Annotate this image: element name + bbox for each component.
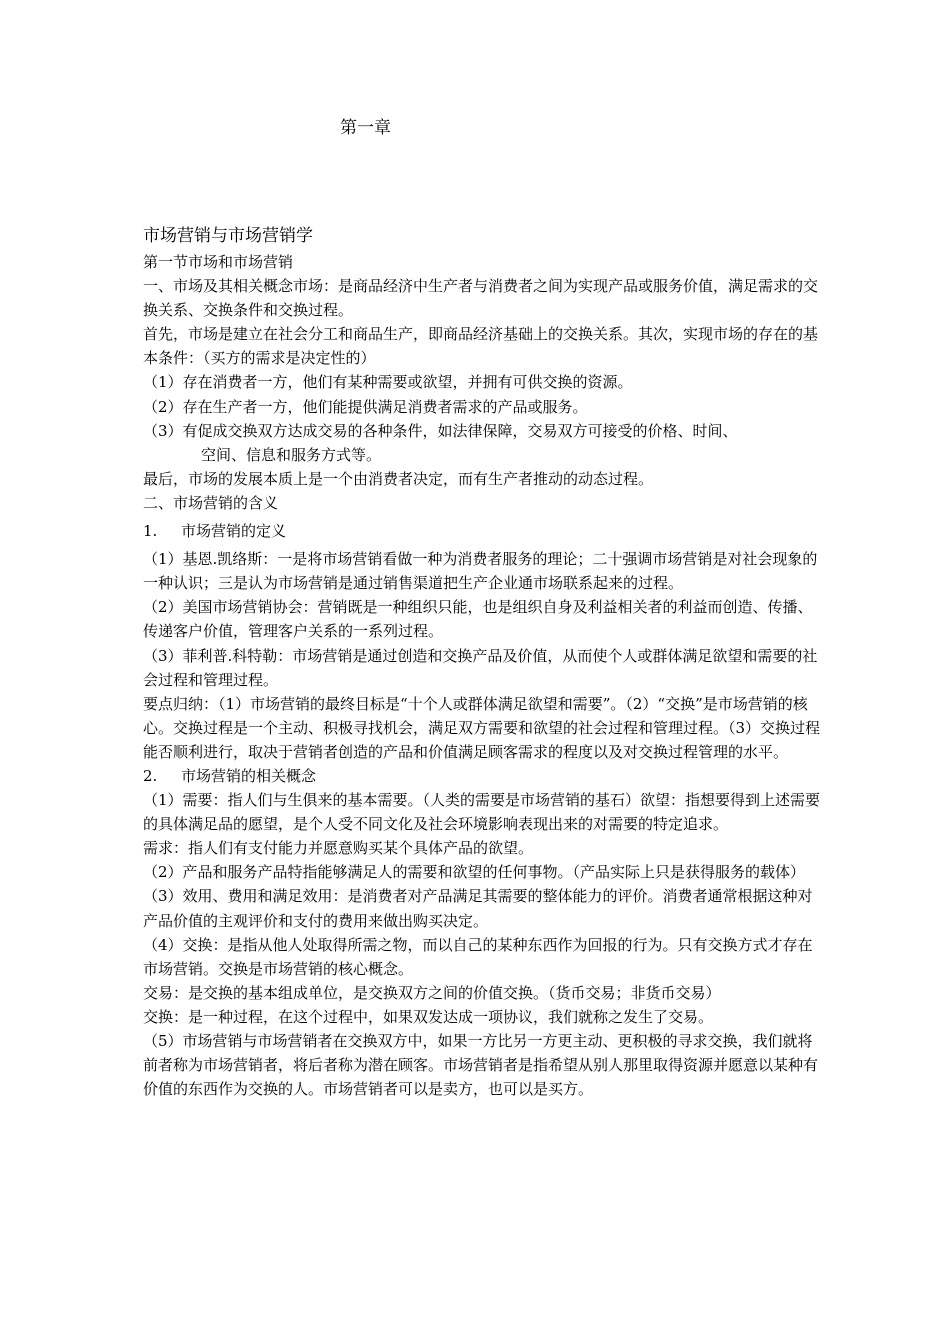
heading-text: 市场营销的定义 — [181, 522, 287, 541]
concept-item: （2）产品和服务产品特指能够满足人的需要和欲望的任何事物。（产品实际上只是获得服务的载体） — [143, 863, 806, 882]
document-body — [143, 222, 823, 1101]
heading-number: 2. — [143, 766, 158, 785]
section-heading: 第一节市场和市场营销 — [143, 253, 294, 271]
concept-item: （5）市场营销与市场营销者在交换双方中，如果一方比另一方更主动、更积极的寻求交换，我们就将前者称为市场营销者，将后者称为潜在顾客。市场营销者是指希望从别人那里取得资源并愿意以某种有价值的东西作为交换的人。市场营销者可以是卖方，也可以是买方。 — [143, 1032, 819, 1099]
heading-text: 市场营销的相关概念 — [181, 766, 317, 785]
condition-item: （3）有促成交换双方达成交易的各种条件，如法律保障，交易双方可接受的价格、时间、 — [143, 421, 738, 440]
condition-item: （2）存在生产者一方，他们能提供满足消费者需求的产品或服务。 — [143, 397, 588, 416]
condition-item-continued: 空间、信息和服务方式等。 — [201, 445, 382, 464]
concept-item: （3）效用、费用和满足效用：是消费者对产品满足其需要的整体能力的评价。消费者通常根据这种对产品价值的主观评价和支付的费用来做出购买决定。 — [143, 887, 813, 930]
concept-item: 交换：是一种过程，在这个过程中，如果双发达成一项协议，我们就称之发生了交易。 — [143, 1007, 714, 1026]
definition-item: （3）菲利普.科特勒：市场营销是通过创造和交换产品及价值，从而使个人或群体满足欲望和需要的社会过程和管理过程。 — [143, 646, 818, 689]
concept-item: 需求：指人们有支付能力并愿意购买某个具体产品的欲望。 — [143, 839, 534, 858]
summary-paragraph: 要点归纳：（1）市场营销的最终目标是“十个人或群体满足欲望和需要”。（2）“交换”是市场营销的核心。交换过程是一个主动、积极寻找机会，满足双方需要和欲望的社会过程和管理过程。（3）交换过程能否顺利进行，取决于营销者创造的产品和价值满足顾客需求的程度以及对交换过程管理的水平。 — [143, 694, 821, 761]
paragraph: 首先，市场是建立在社会分工和商品生产，即商品经济基础上的交换关系。其次，实现市场的存在的基本条件：（买方的需求是决定性的） — [143, 325, 819, 368]
definition-item: （1）基恩.凯络斯：一是将市场营销看做一种为消费者服务的理论；二十强调市场营销是对社会现象的一种认识；三是认为市场营销是通过销售渠道把生产企业通市场联系起来的过程。 — [143, 550, 818, 593]
numbered-heading — [143, 764, 823, 788]
paragraph: 最后，市场的发展本质上是一个由消费者决定，而有生产者推动的动态过程。 — [143, 469, 654, 488]
heading-number: 1. — [143, 522, 158, 541]
concept-item: （4）交换：是指从他人处取得所需之物，而以自己的某种东西作为回报的行为。只有交换方式才存在市场营销。交换是市场营销的核心概念。 — [143, 935, 813, 978]
numbered-heading — [143, 519, 823, 543]
condition-item: （1）存在消费者一方，他们有某种需要或欲望，并拥有可供交换的资源。 — [143, 373, 633, 392]
chapter-heading: 第一章 — [340, 118, 391, 138]
subsection-heading: 二、市场营销的含义 — [143, 493, 279, 512]
paragraph: 一、市场及其相关概念市场：是商品经济中生产者与消费者之间为实现产品或服务价值，满足需求的交换关系、交换条件和交换过程。 — [143, 277, 819, 320]
concept-item: 交易：是交换的基本组成单位，是交换双方之间的价值交换。（货币交易；非货币交易） — [143, 983, 721, 1002]
concept-item: （1）需要：指人们与生俱来的基本需要。（人类的需要是市场营销的基石）欲望：指想要得到上述需要的具体满足品的愿望，是个人受不同文化及社会环境影响表现出来的对需要的特定追求。 — [143, 791, 821, 834]
definition-item: （2）美国市场营销协会：营销既是一种组织只能，也是组织自身及利益相关者的利益而创造、传播、传递客户价值，管理客户关系的一系列过程。 — [143, 598, 813, 641]
document-title: 市场营销与市场营销学 — [143, 226, 313, 246]
